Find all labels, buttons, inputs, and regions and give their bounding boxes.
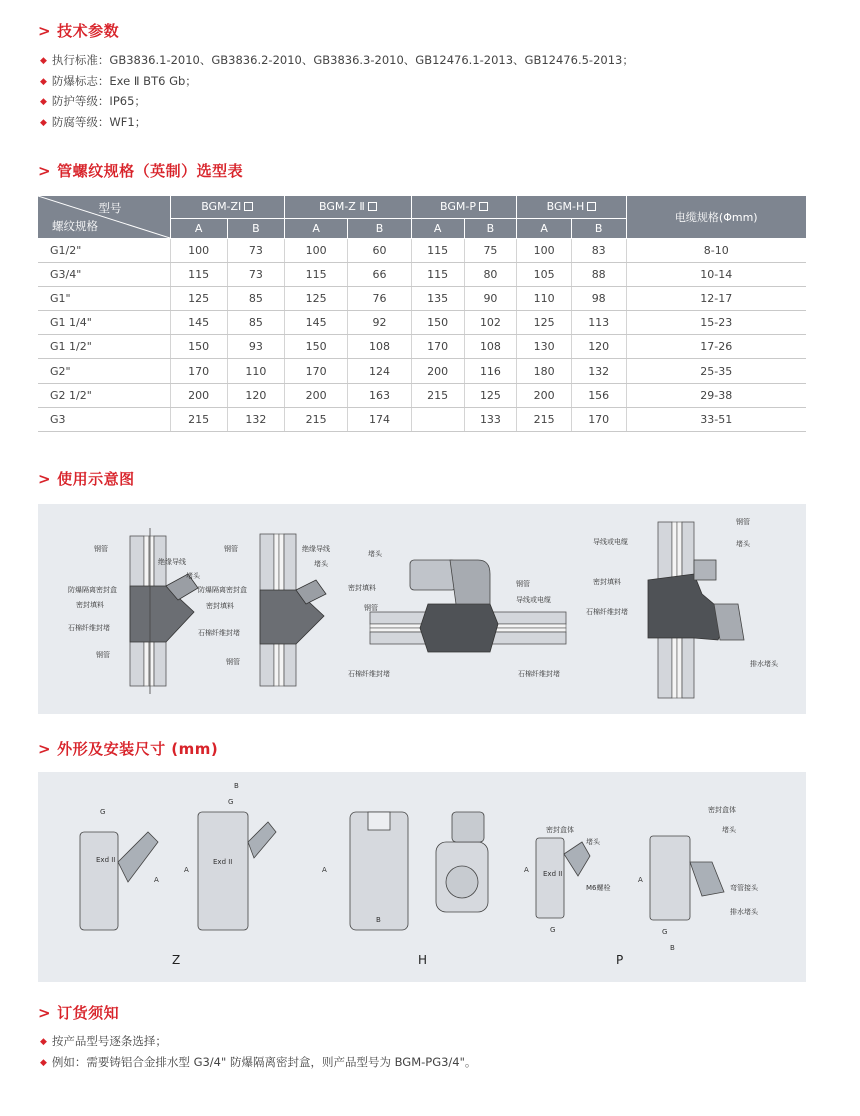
dimension-cell: 100 — [517, 238, 572, 262]
label-asbestos-seal: 石棉纤维封堵 — [586, 608, 628, 616]
label-seal-box-body: 密封盒体 — [708, 806, 736, 814]
label-seal-box: 防爆隔离密封盒 — [68, 586, 117, 594]
sub-header-b: B — [464, 218, 517, 238]
dimension-cell: 100 — [285, 238, 348, 262]
label-steel-pipe: 钢管 — [94, 545, 108, 553]
section-title-usage: > 使用示意图 — [38, 470, 135, 488]
label-asbestos-seal: 石棉纤维封堵 — [348, 670, 390, 678]
thread-spec-cell: G1" — [38, 286, 170, 310]
label-dim-a: A — [322, 866, 327, 874]
diamond-icon: ◆ — [40, 56, 47, 66]
dimension-cell: 200 — [411, 359, 464, 383]
label-wire-or-cable: 导线或电缆 — [516, 596, 551, 604]
section-title-tech: > 技术参数 — [38, 22, 120, 40]
label-asbestos-seal: 石棉纤维封堵 — [198, 629, 240, 637]
dimension-cell: 145 — [285, 311, 348, 335]
dimension-cell: 105 — [517, 262, 572, 286]
dimension-cell: 170 — [170, 359, 227, 383]
thread-spec-cell: G3/4" — [38, 262, 170, 286]
label-drain-plug: 排水堵头 — [750, 660, 778, 668]
dimension-cell: 125 — [170, 286, 227, 310]
checkbox-square-icon — [479, 202, 488, 211]
dimension-diagram-p — [524, 805, 759, 967]
cable-spec-cell: 10-14 — [626, 262, 806, 286]
dimension-cell: 200 — [170, 383, 227, 407]
label-steel-pipe: 钢管 — [224, 545, 238, 553]
label-steel-pipe: 钢管 — [736, 518, 750, 526]
dimension-cell: 170 — [285, 359, 348, 383]
table-row — [38, 262, 806, 286]
label-exd: Exd II — [543, 870, 563, 878]
sub-header-a: A — [285, 218, 348, 238]
tech-item: ◆ 防护等级：IP65； — [40, 91, 634, 112]
thread-spec-cell: G1/2" — [38, 238, 170, 262]
thread-spec-cell: G2" — [38, 359, 170, 383]
dimension-cell: 215 — [411, 383, 464, 407]
dimension-cell: 125 — [517, 311, 572, 335]
label-seal-box-body: 密封盒体 — [546, 826, 574, 834]
label-plug: 堵头 — [314, 560, 328, 568]
dimension-cell: 174 — [348, 407, 411, 431]
usage-diagram-2 — [198, 534, 330, 686]
tech-item: ◆ 防爆标志：Exe Ⅱ BT6 Gb； — [40, 71, 634, 92]
dimension-cell: 85 — [227, 311, 284, 335]
checkbox-square-icon — [368, 202, 377, 211]
label-dim-a: A — [638, 876, 643, 884]
dimension-cell: 108 — [464, 335, 517, 359]
dimension-cell: 125 — [285, 286, 348, 310]
label-seal-box: 防爆隔离密封盒 — [198, 586, 247, 594]
dimension-cell: 125 — [464, 383, 517, 407]
section-title-dims: > 外形及安装尺寸 (mm) — [38, 740, 219, 758]
thread-spec-cell: G1 1/4" — [38, 311, 170, 335]
dimension-cell: 60 — [348, 238, 411, 262]
label-dim-b: B — [670, 944, 675, 952]
table-row — [38, 238, 806, 262]
dimension-cell: 180 — [517, 359, 572, 383]
table-row — [38, 359, 806, 383]
label-wire-or-cable: 导线或电缆 — [593, 538, 628, 546]
sub-header-a: A — [411, 218, 464, 238]
usage-diagrams — [38, 504, 806, 714]
dimension-cell: 200 — [285, 383, 348, 407]
label-plug: 堵头 — [722, 826, 736, 834]
thread-spec-cell: G3 — [38, 407, 170, 431]
order-item: ◆ 例如：需要铸铝合金排水型 G3/4" 防爆隔离密封盒，则产品型号为 BGM-PG3/4"。 — [40, 1052, 476, 1073]
dimension-cell: 150 — [411, 311, 464, 335]
sub-header-a: A — [517, 218, 572, 238]
dimension-cell: 200 — [517, 383, 572, 407]
label-dim-g: G — [228, 798, 234, 806]
label-plug: 堵头 — [368, 550, 382, 558]
dimension-cell: 215 — [517, 407, 572, 431]
dimension-cell — [411, 407, 464, 431]
table-row — [38, 335, 806, 359]
table-row — [38, 383, 806, 407]
table-row — [38, 286, 806, 310]
dimension-cell: 115 — [285, 262, 348, 286]
dimension-cell: 124 — [348, 359, 411, 383]
sub-header-b: B — [227, 218, 284, 238]
dimension-cell: 132 — [571, 359, 626, 383]
checkbox-square-icon — [587, 202, 596, 211]
label-z: Z — [172, 953, 181, 967]
checkbox-square-icon — [244, 202, 253, 211]
sub-header-a: A — [170, 218, 227, 238]
label-m6-bolt: M6螺栓 — [586, 884, 611, 892]
dimension-cell: 85 — [227, 286, 284, 310]
cable-spec-cell: 8-10 — [626, 238, 806, 262]
thread-spec-cell: G1 1/2" — [38, 335, 170, 359]
cable-spec-cell: 12-17 — [626, 286, 806, 310]
label-dim-a: A — [154, 876, 159, 884]
model-header: BGM-Z Ⅱ — [285, 196, 412, 218]
dimension-cell: 150 — [285, 335, 348, 359]
dimension-cell: 170 — [411, 335, 464, 359]
corner-bottom-label: 螺纹规格 — [52, 218, 98, 233]
corner-top-label: 型号 — [98, 201, 122, 215]
label-asbestos-seal: 石棉纤维封堵 — [518, 670, 560, 678]
diamond-icon: ◆ — [40, 97, 47, 107]
dimension-cell: 145 — [170, 311, 227, 335]
dimension-cell: 98 — [571, 286, 626, 310]
cable-spec-cell: 33-51 — [626, 407, 806, 431]
dimension-cell: 156 — [571, 383, 626, 407]
dimension-cell: 66 — [348, 262, 411, 286]
dimension-cell: 135 — [411, 286, 464, 310]
label-insulated-wire: 绝缘导线 — [158, 558, 186, 566]
tech-item: ◆ 执行标准：GB3836.1-2010、GB3836.2-2010、GB3836.3-2010、GB12476.1-2013、GB12476.5-2013； — [40, 50, 634, 71]
dimension-cell: 130 — [517, 335, 572, 359]
table-row — [38, 407, 806, 431]
model-header: BGM-H — [517, 196, 626, 218]
label-dim-a: A — [524, 866, 529, 874]
dimension-cell: 116 — [464, 359, 517, 383]
dimension-cell: 92 — [348, 311, 411, 335]
dimension-cell: 102 — [464, 311, 517, 335]
cable-spec-cell: 15-23 — [626, 311, 806, 335]
dimension-cell: 120 — [227, 383, 284, 407]
diamond-icon: ◆ — [40, 1057, 47, 1068]
dimension-cell: 110 — [227, 359, 284, 383]
dimension-cell: 132 — [227, 407, 284, 431]
dimension-cell: 90 — [464, 286, 517, 310]
label-steel-pipe: 钢管 — [96, 651, 110, 659]
dimension-diagram-panel — [38, 772, 806, 982]
dimension-diagram-h — [322, 812, 488, 967]
thread-spec-cell: G2 1/2" — [38, 383, 170, 407]
dimension-cell: 113 — [571, 311, 626, 335]
label-drain-plug: 排水堵头 — [730, 908, 758, 916]
dimension-cell: 115 — [411, 238, 464, 262]
diamond-icon: ◆ — [40, 76, 47, 87]
dimension-cell: 100 — [170, 238, 227, 262]
table-row — [38, 311, 806, 335]
sub-header-b: B — [348, 218, 411, 238]
label-sealing-filler: 密封填料 — [206, 602, 234, 610]
cable-spec-cell: 25-35 — [626, 359, 806, 383]
label-h: H — [418, 953, 428, 967]
dimension-cell: 93 — [227, 335, 284, 359]
spec-table — [38, 196, 806, 432]
dimension-cell: 215 — [285, 407, 348, 431]
label-steel-pipe: 钢管 — [226, 658, 240, 666]
label-asbestos-seal: 石棉纤维封堵 — [68, 624, 110, 632]
label-plug: 堵头 — [186, 572, 200, 580]
dimension-cell: 110 — [517, 286, 572, 310]
order-bullets — [40, 1031, 476, 1072]
usage-diagram-panel — [38, 504, 806, 714]
label-dim-g: G — [100, 808, 106, 816]
cable-header: 电缆规格(Φmm) — [626, 196, 806, 238]
dimension-diagram-z — [80, 782, 276, 967]
label-sealing-filler: 密封填料 — [348, 584, 376, 592]
dimension-cell: 115 — [170, 262, 227, 286]
dimension-cell: 73 — [227, 238, 284, 262]
model-header: BGM-P — [411, 196, 517, 218]
label-sealing-filler: 密封填料 — [76, 601, 104, 609]
dimension-cell: 76 — [348, 286, 411, 310]
dimension-cell: 215 — [170, 407, 227, 431]
diamond-icon: ◆ — [40, 1037, 47, 1047]
dimension-cell: 73 — [227, 262, 284, 286]
dimension-cell: 120 — [571, 335, 626, 359]
dimension-cell: 133 — [464, 407, 517, 431]
dimension-cell: 88 — [571, 262, 626, 286]
tech-item: ◆ 防腐等级：WF1； — [40, 112, 634, 133]
tech-bullets — [40, 50, 634, 132]
label-sealing-filler: 密封填料 — [593, 578, 621, 586]
section-title-order: > 订货须知 — [38, 1004, 120, 1022]
dimension-cell: 80 — [464, 262, 517, 286]
dimension-cell: 115 — [411, 262, 464, 286]
label-steel-pipe: 钢管 — [364, 604, 378, 612]
label-elbow-joint: 弯管接头 — [730, 884, 758, 892]
label-insulated-wire: 绝缘导线 — [302, 545, 330, 553]
usage-diagram-3 — [348, 549, 566, 678]
usage-diagram-1 — [68, 528, 201, 694]
section-title-spec: > 管螺纹规格（英制）选型表 — [38, 162, 244, 180]
label-plug: 堵头 — [586, 838, 600, 846]
dimension-cell: 75 — [464, 238, 517, 262]
dimension-cell: 150 — [170, 335, 227, 359]
usage-diagram-4 — [586, 517, 779, 698]
model-header: BGM-ZⅠ — [170, 196, 285, 218]
label-plug: 堵头 — [736, 540, 750, 548]
order-item: ◆ 按产品型号逐条选择； — [40, 1031, 476, 1052]
dimension-cell: 170 — [571, 407, 626, 431]
label-exd: Exd II — [96, 856, 116, 864]
label-dim-g: G — [550, 926, 556, 934]
cable-spec-cell: 29-38 — [626, 383, 806, 407]
label-p: P — [616, 953, 624, 967]
dimension-cell: 108 — [348, 335, 411, 359]
table-corner — [38, 196, 170, 238]
label-exd: Exd II — [213, 858, 233, 866]
label-dim-a: A — [184, 866, 189, 874]
diamond-icon: ◆ — [40, 117, 47, 128]
label-dim-b: B — [234, 782, 239, 790]
label-dim-g: G — [662, 928, 668, 936]
dimension-cell: 83 — [571, 238, 626, 262]
cable-spec-cell: 17-26 — [626, 335, 806, 359]
label-dim-b: B — [376, 916, 381, 924]
dimension-cell: 163 — [348, 383, 411, 407]
sub-header-b: B — [571, 218, 626, 238]
dimension-diagrams — [38, 772, 806, 982]
label-steel-pipe: 钢管 — [516, 580, 530, 588]
